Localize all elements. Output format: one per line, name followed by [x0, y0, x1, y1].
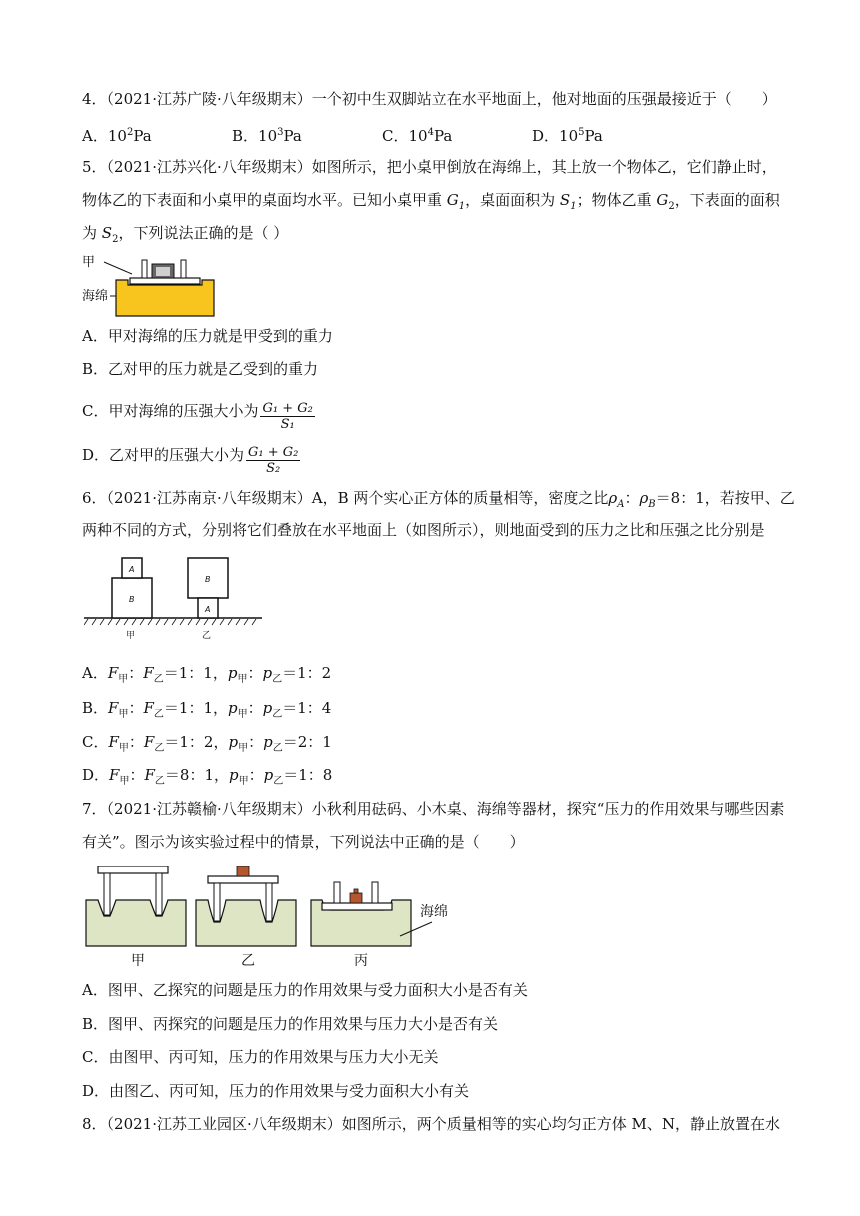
q5-table-leg-right	[181, 260, 186, 278]
q6-stem-line1: 6．（2021·江苏南京·八年级期末）A，B 两个实心正方体的质量相等，密度之比$\rho_A$：$\rho_B=8$：1，若按甲、乙	[82, 489, 795, 510]
q7-label-haimian: 海绵	[420, 904, 448, 920]
q5-option-c[interactable]: C．甲对海绵的压强大小为 $\frac{\text{G₁ + G₂}}{\text{S₁}}$	[82, 401, 313, 432]
q5-option-d[interactable]: D．乙对甲的压强大小为 $\frac{\text{G₁ + G₂}}{\text{S₂}}$	[82, 445, 299, 476]
q6-option-d[interactable]: D．$F_甲$：$F_乙=8$：1，$p_甲$：$p_乙=1$：8	[82, 766, 333, 787]
svg-text:A: A	[205, 605, 211, 614]
q7-option-b[interactable]: B．图甲、丙探究的问题是压力的作用效果与压力大小是否有关	[82, 1015, 499, 1033]
q5-option-b[interactable]: B．乙对甲的压力就是乙受到的重力	[82, 360, 319, 378]
q6-label-jia: 甲	[126, 631, 136, 641]
q8-stem-line1: 8．（2021·江苏工业园区·八年级期末）如图所示，两个质量相等的实心均匀正方体 M、N，静止放置在水	[82, 1115, 781, 1133]
q7-stem-line1: 7．（2021·江苏赣榆·八年级期末）小秋利用砝码、小木桌、海绵等器材，探究“压力的作用效果与哪些因素	[82, 800, 785, 818]
q4-option-b[interactable]: B．$10^3Pa$	[232, 127, 302, 145]
svg-text:B: B	[129, 595, 135, 604]
q6-option-a[interactable]: A．$F_甲$：$F_乙=1$：1，$p_甲$：$p_乙=1$：2	[82, 664, 332, 685]
q7-weight-bing	[350, 893, 362, 903]
q5-option-a[interactable]: A．甲对海绵的压力就是甲受到的重力	[82, 327, 333, 345]
q7-option-c[interactable]: C．由图甲、丙可知，压力的作用效果与压力大小无关	[82, 1048, 439, 1066]
q4-option-a[interactable]: A．$10^2Pa$	[82, 127, 152, 145]
q5-fraction-c: $\frac{\text{G₁ + G₂}}{\text{S₁}}$	[262, 401, 313, 432]
q7-setup-jia	[86, 866, 186, 946]
q7-figure-experiment	[84, 866, 474, 970]
q7-stem-line2: 有关”。图示为该实验过程中的情景，下列说法中正确的是（ ）	[82, 833, 525, 851]
q5-fraction-d: $\frac{\text{G₁ + G₂}}{\text{S₂}}$	[248, 445, 299, 476]
q5-label-jia: 甲	[82, 255, 96, 270]
q6-option-c[interactable]: C．$F_甲$：$F_乙=1$：2，$p_甲$：$p_乙=2$：1	[82, 733, 332, 754]
q5-figure-sponge-table	[80, 250, 215, 318]
q5-stem-line3: 为 $S_2$，下列说法正确的是（ ）	[82, 224, 289, 245]
q5-label-haimian: 海绵	[82, 289, 109, 304]
q7-setup-yi	[196, 866, 296, 946]
q5-sponge	[116, 280, 214, 316]
q4-options	[82, 122, 782, 144]
q7-label-yi: 乙	[241, 953, 255, 969]
q6-option-b[interactable]: B．$F_甲$：$F_乙=1$：1，$p_甲$：$p_乙=1$：4	[82, 699, 332, 720]
q7-option-d[interactable]: D．由图乙、丙可知，压力的作用效果与受力面积大小有关	[82, 1082, 470, 1100]
q7-option-a[interactable]: A．图甲、乙探究的问题是压力的作用效果与受力面积大小是否有关	[82, 981, 528, 999]
q6-figure-cubes	[84, 550, 264, 644]
q7-label-jia: 甲	[131, 953, 145, 969]
q7-label-bing: 丙	[354, 953, 368, 969]
svg-text:A: A	[129, 565, 135, 574]
q5-table-leg-left	[142, 260, 147, 278]
q7-weight-yi	[237, 866, 249, 876]
q5-stem-line2: 物体乙的下表面和小桌甲的桌面均水平。已知小桌甲重 $G_1$，桌面面积为 $S_1$；物体乙重 $G_2$，下表面的面积	[82, 191, 780, 212]
q4-option-d[interactable]: D．$10^5Pa$	[532, 127, 603, 145]
q5-stem-line1: 5．（2021·江苏兴化·八年级期末）如图所示，把小桌甲倒放在海绵上，其上放一个物体乙，它们静止时，	[82, 158, 777, 176]
q5-table-top	[130, 278, 200, 284]
q4-option-c[interactable]: C．$10^4Pa$	[382, 127, 453, 145]
svg-text:B: B	[205, 575, 211, 584]
q4-stem: 4．（2021·江苏广陵·八年级期末）一个初中生双脚站立在水平地面上，他对地面的压强最接近于（ ）	[82, 90, 777, 108]
q7-setup-bing	[311, 882, 411, 946]
q6-label-yi: 乙	[202, 631, 212, 641]
q6-stem-line2: 两种不同的方式，分别将它们叠放在水平地面上（如图所示），则地面受到的压力之比和压强之比分别是	[82, 521, 765, 539]
